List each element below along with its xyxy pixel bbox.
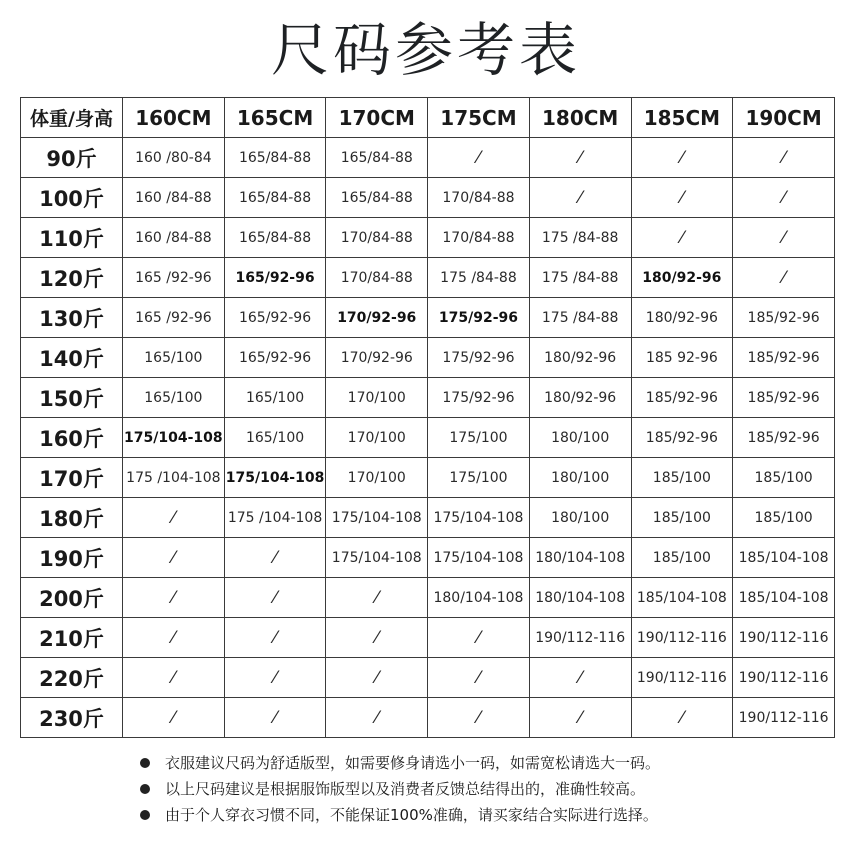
weight-label: 150斤: [21, 378, 123, 418]
empty-size-cell: ⁄: [631, 138, 733, 178]
empty-size-cell: ⁄: [631, 178, 733, 218]
empty-size-cell: ⁄: [224, 538, 326, 578]
size-cell: 165/84-88: [326, 138, 428, 178]
table-row: [21, 618, 835, 658]
empty-size-cell: ⁄: [224, 698, 326, 738]
size-cell: 185/92-96: [733, 338, 835, 378]
size-cell: 175/104-108: [123, 418, 225, 458]
weight-label: 210斤: [21, 618, 123, 658]
weight-label: 220斤: [21, 658, 123, 698]
size-cell: 160 /84-88: [123, 218, 225, 258]
size-cell: 180/92-96: [529, 338, 631, 378]
size-cell: 180/104-108: [529, 578, 631, 618]
size-cell: 165/84-88: [326, 178, 428, 218]
empty-size-cell: ⁄: [529, 178, 631, 218]
size-cell: 175 /104-108: [224, 498, 326, 538]
empty-size-cell: ⁄: [733, 258, 835, 298]
size-cell: 185/92-96: [733, 378, 835, 418]
size-chart-table: [20, 97, 835, 738]
size-cell: 160 /84-88: [123, 178, 225, 218]
column-header: 170CM: [326, 98, 428, 138]
size-cell: 185/100: [733, 498, 835, 538]
weight-label: 180斤: [21, 498, 123, 538]
empty-size-cell: ⁄: [123, 538, 225, 578]
size-cell: 165/92-96: [224, 258, 326, 298]
empty-size-cell: ⁄: [428, 138, 530, 178]
size-cell: 175 /84-88: [529, 298, 631, 338]
empty-size-cell: ⁄: [733, 138, 835, 178]
empty-size-cell: ⁄: [123, 618, 225, 658]
size-cell: 175/104-108: [428, 498, 530, 538]
size-cell: 185/100: [631, 538, 733, 578]
table-row: [21, 298, 835, 338]
empty-size-cell: ⁄: [224, 658, 326, 698]
empty-size-cell: ⁄: [733, 218, 835, 258]
size-cell: 175 /84-88: [529, 218, 631, 258]
empty-size-cell: ⁄: [529, 658, 631, 698]
empty-size-cell: ⁄: [224, 578, 326, 618]
size-cell: 175 /104-108: [123, 458, 225, 498]
size-cell: 185/104-108: [733, 578, 835, 618]
size-cell: 180/92-96: [631, 258, 733, 298]
size-cell: 175 /84-88: [529, 258, 631, 298]
size-cell: 175/104-108: [428, 538, 530, 578]
weight-label: 200斤: [21, 578, 123, 618]
size-cell: 170/100: [326, 378, 428, 418]
size-cell: 185/92-96: [733, 418, 835, 458]
empty-size-cell: ⁄: [529, 138, 631, 178]
size-cell: 165/84-88: [224, 178, 326, 218]
table-row: [21, 338, 835, 378]
empty-size-cell: ⁄: [326, 658, 428, 698]
size-cell: 180/104-108: [529, 538, 631, 578]
weight-label: 160斤: [21, 418, 123, 458]
table-row: [21, 498, 835, 538]
size-cell: 170/100: [326, 418, 428, 458]
size-cell: 165 /92-96: [123, 258, 225, 298]
notes-list: [137, 750, 660, 828]
size-cell: 165/84-88: [224, 138, 326, 178]
empty-size-cell: ⁄: [428, 658, 530, 698]
weight-label: 130斤: [21, 298, 123, 338]
column-header: 180CM: [529, 98, 631, 138]
size-cell: 170/84-88: [326, 218, 428, 258]
size-cell: 185/92-96: [631, 378, 733, 418]
empty-size-cell: ⁄: [326, 698, 428, 738]
table-row: [21, 458, 835, 498]
table-row: [21, 178, 835, 218]
size-cell: 185/100: [631, 458, 733, 498]
page-title: 尺码参考表: [270, 16, 581, 84]
size-cell: 180/104-108: [428, 578, 530, 618]
size-cell: 185/104-108: [631, 578, 733, 618]
empty-size-cell: ⁄: [326, 618, 428, 658]
size-cell: 190/112-116: [631, 618, 733, 658]
table-row: [21, 258, 835, 298]
bullet-icon: [140, 810, 150, 820]
size-cell: 170/92-96: [326, 338, 428, 378]
note-item: [137, 750, 660, 776]
empty-size-cell: ⁄: [123, 658, 225, 698]
size-cell: 190/112-116: [733, 698, 835, 738]
empty-size-cell: ⁄: [326, 578, 428, 618]
weight-label: 100斤: [21, 178, 123, 218]
size-cell: 180/92-96: [529, 378, 631, 418]
table-row: [21, 218, 835, 258]
size-cell: 165/92-96: [224, 298, 326, 338]
table-row: [21, 538, 835, 578]
size-cell: 175/92-96: [428, 298, 530, 338]
table-row: [21, 378, 835, 418]
empty-size-cell: ⁄: [428, 618, 530, 658]
size-cell: 165/100: [123, 378, 225, 418]
size-cell: 180/92-96: [631, 298, 733, 338]
size-cell: 175/104-108: [326, 538, 428, 578]
size-cell: 175/100: [428, 458, 530, 498]
table-row: [21, 578, 835, 618]
size-cell: 165/100: [224, 418, 326, 458]
size-cell: 165/92-96: [224, 338, 326, 378]
size-cell: 170/84-88: [428, 218, 530, 258]
size-cell: 190/112-116: [733, 658, 835, 698]
weight-label: 230斤: [21, 698, 123, 738]
size-cell: 190/112-116: [733, 618, 835, 658]
weight-label: 170斤: [21, 458, 123, 498]
size-cell: 175/100: [428, 418, 530, 458]
empty-size-cell: ⁄: [123, 698, 225, 738]
note-text: 衣服建议尺码为舒适版型，如需要修身请选小一码，如需宽松请选大一码。: [165, 754, 661, 772]
empty-size-cell: ⁄: [631, 218, 733, 258]
table-row: [21, 658, 835, 698]
size-cell: 165/100: [224, 378, 326, 418]
size-cell: 170/84-88: [326, 258, 428, 298]
empty-size-cell: ⁄: [631, 698, 733, 738]
empty-size-cell: ⁄: [529, 698, 631, 738]
size-cell: 180/100: [529, 498, 631, 538]
note-text: 以上尺码建议是根据服饰版型以及消费者反馈总结得出的，准确性较高。: [165, 780, 646, 798]
note-item: [137, 802, 660, 828]
corner-header: 体重/身高: [21, 98, 123, 138]
column-header: 185CM: [631, 98, 733, 138]
table-body: [21, 138, 835, 738]
bullet-icon: [140, 758, 150, 768]
size-cell: 170/100: [326, 458, 428, 498]
size-cell: 170/84-88: [428, 178, 530, 218]
size-cell: 190/112-116: [529, 618, 631, 658]
column-header: 160CM: [123, 98, 225, 138]
bullet-icon: [140, 784, 150, 794]
size-cell: 180/100: [529, 418, 631, 458]
empty-size-cell: ⁄: [428, 698, 530, 738]
column-header: 165CM: [224, 98, 326, 138]
weight-label: 120斤: [21, 258, 123, 298]
empty-size-cell: ⁄: [733, 178, 835, 218]
size-cell: 190/112-116: [631, 658, 733, 698]
table-row: [21, 698, 835, 738]
size-cell: 185/104-108: [733, 538, 835, 578]
size-cell: 180/100: [529, 458, 631, 498]
column-header: 175CM: [428, 98, 530, 138]
size-cell: 175/104-108: [224, 458, 326, 498]
table-row: [21, 138, 835, 178]
size-cell: 175 /84-88: [428, 258, 530, 298]
weight-label: 190斤: [21, 538, 123, 578]
size-cell: 185 92-96: [631, 338, 733, 378]
empty-size-cell: ⁄: [123, 498, 225, 538]
size-cell: 185/92-96: [631, 418, 733, 458]
size-cell: 175/92-96: [428, 338, 530, 378]
size-cell: 185/92-96: [733, 298, 835, 338]
empty-size-cell: ⁄: [224, 618, 326, 658]
column-header: 190CM: [733, 98, 835, 138]
size-cell: 160 /80-84: [123, 138, 225, 178]
weight-label: 90斤: [21, 138, 123, 178]
weight-label: 140斤: [21, 338, 123, 378]
note-item: [137, 776, 660, 802]
size-cell: 165/100: [123, 338, 225, 378]
note-text: 由于个人穿衣习惯不同，不能保证100%准确，请买家结合实际进行选择。: [165, 806, 658, 824]
size-cell: 165 /92-96: [123, 298, 225, 338]
size-cell: 185/100: [733, 458, 835, 498]
size-cell: 185/100: [631, 498, 733, 538]
table-header-row: [21, 98, 835, 138]
table-row: [21, 418, 835, 458]
size-cell: 175/104-108: [326, 498, 428, 538]
size-cell: 165/84-88: [224, 218, 326, 258]
weight-label: 110斤: [21, 218, 123, 258]
size-cell: 170/92-96: [326, 298, 428, 338]
size-cell: 175/92-96: [428, 378, 530, 418]
empty-size-cell: ⁄: [123, 578, 225, 618]
